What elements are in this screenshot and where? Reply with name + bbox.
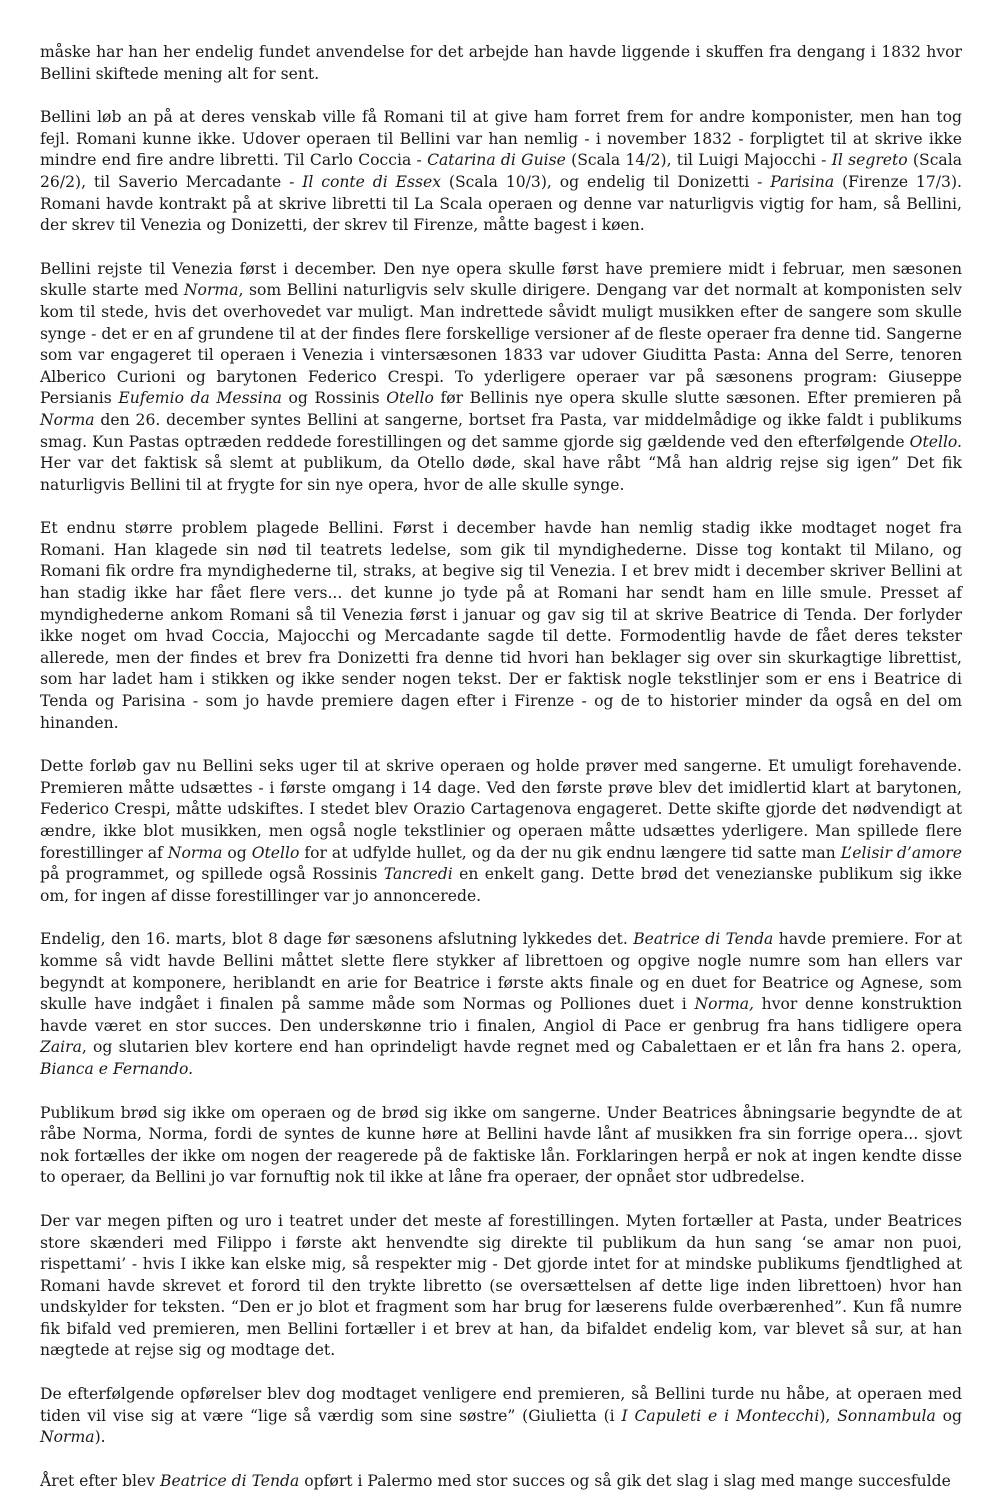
paragraph-5 [40,756,962,907]
text-run: Der var megen piften og uro i teatret under det meste af forestillingen. Myten fortæller at Pasta, under Beatrices store skænderi med Filippo i første akt henvendte sig direkte til publikum da hun sang ‘se amar non puoi, rispettami’ - hvis I ikke kan elske mig, så respekter mig - Det gjorde intet for at mindske publikums fjendtlighed at Romani havde skrevet et forord til den trykte libretto (se oversættelsen af dette lige inden librettoen) hvor han undskylder for teksten. “Den er jo blot et fragment som har brug for læserens fulde overbærenhed”. Kun få numre fik bifald ved premieren, men Bellini fortæller i et brev at han, da bifaldet endelig kom, var blevet så sur, at han nægtede at rejse sig og modtage det. [40,1211,962,1360]
italic-title: Norma [167,843,223,862]
italic-title: Norma, [694,995,754,1014]
text-run: (Firenze 17/3). Romani havde kontrakt på at skrive libretti til La Scala operaen og denne var naturligvis vigtig for ham, så Bellini, der skrev til Venezia og Donizetti, der skrev til Firenze, måtte bagest i køen. [40,172,962,235]
italic-title: Norma [40,1428,95,1447]
text-run: De efterfølgende opførelser blev dog modtaget venligere end premieren, så Bellini turde nu håbe, at operaen med tiden vil vise sig at være “lige så værdig som sine søstre” (Giulietta (i [40,1385,962,1425]
italic-title: Sonnambula [837,1406,936,1425]
text-run: ). [94,1428,106,1447]
text-run: Bellini løb an på at deres venskab ville få Romani til at give ham forret frem for andre komponister, men han tog fejl. Romani kunne ikke. Udover operaen til Bellini var han nemlig - i november 1832 - forpligtet til at skrive ikke mindre end fire andre libretti. Til Carlo Coccia - [40,108,962,170]
italic-title: Il conte di Essex [302,172,442,191]
paragraph-8 [40,1211,962,1362]
italic-title: Otello. [909,432,962,451]
text-run: Her var det faktisk så slemt at publikum, da Otello døde, skal have råbt “Må han aldrig rejse sig igen” Det fik naturligvis Bellini til at frygte for sin nye opera, hvor de alle skulle synge. [40,454,962,494]
text-run: for at udfylde hullet, og da der nu gik endnu længere tid satte man [299,843,841,862]
paragraph-4 [40,518,962,734]
italic-title: I Capuleti e i Montecchi [621,1406,820,1425]
italic-title: Norma [183,281,239,300]
text-run: ), [819,1406,838,1425]
text-run: Endelig, den 16. marts, blot 8 dage før sæsonens afslutning lykkedes det. [40,930,634,949]
text-run: og [935,1406,963,1425]
paragraph-1 [40,42,962,85]
italic-title: Eufemio da Messina [118,389,282,408]
paragraph-2 [40,107,962,237]
text-run: før Bellinis nye opera skulle slutte sæsonen. Efter premieren på [433,389,962,408]
text-run: Publikum brød sig ikke om operaen og de brød sig ikke om sangerne. Under Beatrices åbningsarie begyndte de at råbe Norma, Norma, fordi de syntes de kunne høre at Bellini havde lånt af musikken fra sin forrige opera... sjovt nok fortælles der ikke om nogen der reagerede på de faktiske lån. Forklaringen herpå er nok at ingen kendte disse to operaer, da Bellini jo var fornuftig nok til ikke at låne fra operaer, der opnået stor udbredelse. [40,1103,962,1187]
text-run: og [222,843,252,862]
italic-title: Otello [251,843,300,862]
italic-title: Tancredi [383,865,453,884]
text-run: måske har han her endelig fundet anvendelse for det arbejde han havde liggende i skuffen fra dengang i 1832 hvor Bellini skiftede mening alt for sent. [40,43,962,83]
text-run: en enkelt gang. Dette brød det venezianske publikum sig ikke om, for ingen af disse forestillinger var jo annoncerede. [40,865,962,905]
italic-title: Norma [40,410,95,429]
paragraph-9 [40,1384,962,1449]
body-text [40,42,962,1492]
text-run: Et endnu større problem plagede Bellini. Først i december havde han nemlig stadig ikke modtaget noget fra Romani. Han klagede sin nød til teatrets ledelse, som gik til myndighederne. Disse tog kontakt til Milano, og Romani fik ordre fra myndighederne til, straks, at begive sig til Venezia. I et brev midt i december skriver Bellini at han stadig ikke har fået flere vers... det kunne jo tyde på at Romani har sendt ham en lille smule. Presset af myndighederne ankom Romani så til Venezia først i januar og gav sig til at skrive Beatrice di Tenda. Der forlyder ikke noget om hvad Coccia, Majocchi og Mercadante sagde til dette. Formodentlig havde de fået deres tekster allerede, men der findes et brev fra Donizetti fra denne tid hvori han beklager sig over sin skurkagtige librettist, som har ladet ham i stikken og ikke sender nogen tekst. Der er faktisk nogle tekstlinjer som er ens i Beatrice di Tenda og Parisina - som jo havde premiere dagen efter i Firenze - og de to historier minder da også en del om hinanden. [40,519,962,732]
text-run: hvor denne konstruktion havde været en stor succes. Den underskønne trio i finalen, Angiol di Pace er genbrug fra hans tidligere opera [40,995,963,1035]
italic-title: Zaira [40,1038,82,1057]
italic-title: Parisina [770,172,835,191]
text-run: Bellini rejste til Venezia først i december. Den nye opera skulle først have premiere midt i februar, men sæsonen skulle starte med [40,259,962,300]
italic-title: Catarina di Guise [427,151,566,170]
paragraph-3 [40,259,962,497]
text-run: , og slutarien blev kortere end han oprindeligt havde regnet med og Cabalettaen er et lån fra hans 2. opera, [81,1038,962,1057]
text-run: (Scala 10/3), og endelig til Donizetti - [441,172,771,191]
text-run: opført i Palermo med stor succes og så gik det slag i slag med mange succesfulde [299,1471,951,1490]
text-run: havde premiere. For at komme så vidt havde Bellini måttet slette flere stykker af librettoen og opgive nogle numre som han ellers var begyndt at komponere, heriblandt en arie for Beatrice i første akts finale og en duet for Beatrice og Agnese, som skulle have indgået i finalen på samme måde som Normas og Polliones duet i [40,930,962,1014]
text-run: (Scala 14/2), til Luigi Majocchi - [565,151,832,170]
italic-title: Beatrice di Tenda [160,1471,300,1490]
paragraph-7 [40,1103,962,1189]
text-run: Året efter blev [40,1471,161,1490]
italic-title: L’elisir d’amore [840,843,962,862]
text-run: Dette forløb gav nu Bellini seks uger til at skrive operaen og holde prøver med sangerne. Et umuligt forehavende. Premieren måtte udsættes - i første omgang i 14 dage. Ved den første prøve blev det imidlertid klart at barytonen, Federico Crespi, måtte udskiftes. I stedet blev Orazio Cartagenova engageret. Dette skifte gjorde det nødvendigt at ændre, ikke blot musikken, men også nogle tekstlinier og operaen måtte udsættes yderligere. Man spillede flere forestillinger af [40,757,962,862]
text-run: den 26. december syntes Bellini at sangerne, bortset fra Pasta, var middelmådige og ikke faldt i publikums smag. Kun Pastas optræden reddede forestillingen og det samme gjorde sig gældende ved den efterfølgende [40,410,962,451]
paragraph-6 [40,929,962,1080]
text-run: , som Bellini naturligvis selv skulle dirigere. Dengang var det normalt at komponisten selv kom til stede, hvis det overhovedet var muligt. Man indrettede såvidt muligt musikken efter de sangere som skulle synge - det er en af grundene til at der findes flere forskellige versioner af de fleste operaer fra denne tid. Sangerne som var engageret til operaen i Venezia i vintersæsonen 1833 var udover Giuditta Pasta: Anna del Serre, tenoren Alberico Curioni og barytonen Federico Crespi. To yderligere operaer var på sæsonens program: Giuseppe Persianis [40,281,962,408]
italic-title: Otello [386,389,434,408]
italic-title: Beatrice di Tenda [633,930,774,949]
text-run: og Rossinis [281,389,387,408]
italic-title: Bianca e Fernando. [40,1059,194,1078]
italic-title: Il segreto [831,151,908,170]
text-run: på programmet, og spillede også Rossinis [40,865,384,884]
paragraph-10 [40,1471,962,1492]
text-run: (Scala 26/2), til Saverio Mercadante - [40,151,963,191]
